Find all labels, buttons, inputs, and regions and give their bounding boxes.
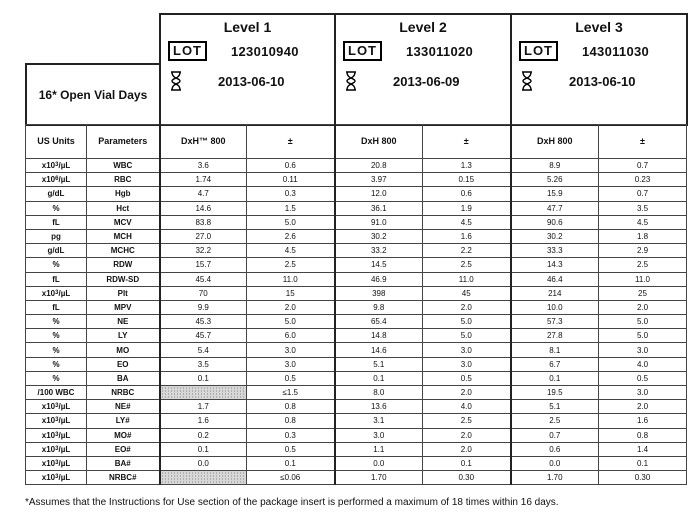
parameter-cell: BA#	[87, 456, 160, 470]
level-2-header	[335, 14, 511, 125]
tolerance-cell: 1.3	[423, 159, 511, 173]
tolerance-cell: 6.0	[247, 329, 335, 343]
value-cell: 5.26	[511, 173, 599, 187]
lot-number: 143011030	[582, 43, 650, 59]
table-row	[26, 471, 687, 485]
value-cell: 0.0	[511, 456, 599, 470]
tolerance-cell: 0.8	[599, 428, 687, 442]
value-cell: 65.4	[335, 315, 423, 329]
tolerance-cell: 4.0	[599, 357, 687, 371]
not-applicable-cell	[160, 471, 247, 485]
unit-cell: fL	[26, 272, 87, 286]
value-cell: 0.6	[511, 442, 599, 456]
table-row	[26, 300, 687, 314]
level-header	[25, 13, 688, 126]
tolerance-cell: 0.7	[599, 159, 687, 173]
value-cell: 32.2	[160, 244, 247, 258]
expiration-date: 2013-06-10	[569, 73, 636, 89]
tolerance-cell: 11.0	[423, 272, 511, 286]
tolerance-cell: 4.5	[599, 215, 687, 229]
value-cell: 13.6	[335, 400, 423, 414]
parameter-cell: NE#	[87, 400, 160, 414]
tolerance-cell: 0.5	[247, 442, 335, 456]
value-cell: 0.2	[160, 428, 247, 442]
tolerance-cell: 0.1	[599, 456, 687, 470]
value-cell: 0.1	[160, 371, 247, 385]
unit-cell: %	[26, 343, 87, 357]
tolerance-cell: 2.5	[423, 258, 511, 272]
tolerance-cell: 3.0	[423, 357, 511, 371]
tolerance-cell: 3.0	[423, 343, 511, 357]
level-title: Level 1	[223, 19, 272, 35]
table-row	[26, 343, 687, 357]
unit-cell: fL	[26, 215, 87, 229]
tolerance-cell: 2.0	[247, 300, 335, 314]
tolerance-cell: 2.5	[423, 414, 511, 428]
level-1-header	[160, 14, 335, 125]
value-cell: 46.9	[335, 272, 423, 286]
level-title: Level 2	[399, 19, 447, 35]
table-header-row	[26, 125, 687, 159]
open-vial-days-label: 16* Open Vial Days	[26, 64, 160, 125]
value-cell: 0.1	[335, 371, 423, 385]
table-row	[26, 159, 687, 173]
value-cell: 0.0	[335, 456, 423, 470]
unit-cell: pg	[26, 229, 87, 243]
value-cell: 9.9	[160, 300, 247, 314]
parameter-cell: LY	[87, 329, 160, 343]
tolerance-cell: 0.30	[423, 471, 511, 485]
value-cell: 10.0	[511, 300, 599, 314]
unit-cell: %	[26, 201, 87, 215]
table-row	[26, 414, 687, 428]
table-row	[26, 229, 687, 243]
value-cell: 1.70	[335, 471, 423, 485]
tolerance-cell: 0.7	[599, 187, 687, 201]
tolerance-cell: 0.5	[423, 371, 511, 385]
tolerance-cell: 1.8	[599, 229, 687, 243]
tolerance-cell: ≤0.06	[247, 471, 335, 485]
level-title: Level 3	[575, 19, 623, 35]
value-cell: 3.5	[160, 357, 247, 371]
tolerance-cell: 5.0	[423, 315, 511, 329]
table-row	[26, 371, 687, 385]
unit-cell: $x10^3/\mu L$	[26, 456, 87, 470]
column-header: ±	[247, 125, 335, 159]
value-cell: 4.7	[160, 187, 247, 201]
unit-cell: $x10^3/\mu L$	[26, 286, 87, 300]
value-cell: 46.4	[511, 272, 599, 286]
tolerance-cell: 11.0	[247, 272, 335, 286]
tolerance-cell: 3.0	[247, 357, 335, 371]
hourglass-icon	[345, 71, 357, 91]
value-cell: 8.0	[335, 386, 423, 400]
tolerance-cell: 2.2	[423, 244, 511, 258]
value-cell: 14.6	[335, 343, 423, 357]
lot-symbol: LOT	[168, 41, 207, 61]
value-cell: 0.1	[160, 442, 247, 456]
value-cell: 14.5	[335, 258, 423, 272]
lot-number: 133011020	[406, 43, 474, 59]
table-row	[26, 173, 687, 187]
unit-cell: $x10^3/\mu L$	[26, 159, 87, 173]
value-cell: 5.4	[160, 343, 247, 357]
unit-cell: g/dL	[26, 187, 87, 201]
parameter-cell: NE	[87, 315, 160, 329]
tolerance-cell: 2.0	[423, 442, 511, 456]
column-header: US Units	[26, 125, 87, 159]
tolerance-cell: 0.8	[247, 414, 335, 428]
value-cell: 5.1	[511, 400, 599, 414]
value-cell: 1.70	[511, 471, 599, 485]
table-row	[26, 357, 687, 371]
value-cell: 91.0	[335, 215, 423, 229]
tolerance-cell: 0.6	[247, 159, 335, 173]
tolerance-cell: 1.4	[599, 442, 687, 456]
value-cell: 6.7	[511, 357, 599, 371]
hourglass-icon	[170, 71, 182, 91]
not-applicable-cell	[160, 386, 247, 400]
tolerance-cell: 11.0	[599, 272, 687, 286]
table-row	[26, 329, 687, 343]
unit-cell: $x10^3/\mu L$	[26, 428, 87, 442]
parameter-cell: Hct	[87, 201, 160, 215]
value-cell: 33.3	[511, 244, 599, 258]
value-cell: 15.7	[160, 258, 247, 272]
unit-cell: $x10^6/\mu L$	[26, 173, 87, 187]
value-cell: 1.1	[335, 442, 423, 456]
tolerance-cell: 4.5	[247, 244, 335, 258]
value-cell: 33.2	[335, 244, 423, 258]
value-cell: 45.4	[160, 272, 247, 286]
table-row	[26, 187, 687, 201]
tolerance-cell: 2.0	[423, 300, 511, 314]
tolerance-cell: 2.0	[423, 428, 511, 442]
unit-cell: %	[26, 357, 87, 371]
value-cell: 14.6	[160, 201, 247, 215]
table-row	[26, 272, 687, 286]
unit-cell: $x10^3/\mu L$	[26, 442, 87, 456]
tolerance-cell: 0.3	[247, 428, 335, 442]
parameter-cell: RBC	[87, 173, 160, 187]
value-cell: 8.9	[511, 159, 599, 173]
value-cell: 3.97	[335, 173, 423, 187]
table-row	[26, 386, 687, 400]
value-cell: 1.6	[160, 414, 247, 428]
tolerance-cell: 4.5	[423, 215, 511, 229]
unit-cell: g/dL	[26, 244, 87, 258]
column-header: Parameters	[87, 125, 160, 159]
tolerance-cell: 5.0	[599, 315, 687, 329]
tolerance-cell: 2.0	[423, 386, 511, 400]
unit-cell: $x10^3/\mu L$	[26, 414, 87, 428]
tolerance-cell: 0.3	[247, 187, 335, 201]
unit-cell: /100 WBC	[26, 386, 87, 400]
tolerance-cell: 3.5	[599, 201, 687, 215]
table-row	[26, 215, 687, 229]
parameter-cell: RDW-SD	[87, 272, 160, 286]
tolerance-cell: 0.1	[247, 456, 335, 470]
column-header: ±	[599, 125, 687, 159]
lot-symbol: LOT	[519, 41, 558, 61]
table-row	[26, 286, 687, 300]
tolerance-cell: 0.30	[599, 471, 687, 485]
expiration-date: 2013-06-09	[393, 73, 460, 89]
hourglass-icon	[521, 71, 533, 91]
column-header: ±	[423, 125, 511, 159]
table-row	[26, 400, 687, 414]
tolerance-cell: 2.9	[599, 244, 687, 258]
value-cell: 20.8	[335, 159, 423, 173]
value-cell: 14.8	[335, 329, 423, 343]
tolerance-cell: 2.0	[599, 400, 687, 414]
column-header: DxH 800	[335, 125, 423, 159]
value-cell: 0.1	[511, 371, 599, 385]
tolerance-cell: 3.0	[247, 343, 335, 357]
value-cell: 8.1	[511, 343, 599, 357]
table-row	[26, 442, 687, 456]
value-cell: 12.0	[335, 187, 423, 201]
tolerance-cell: 0.15	[423, 173, 511, 187]
tolerance-cell: 4.0	[423, 400, 511, 414]
value-cell: 90.6	[511, 215, 599, 229]
tolerance-cell: 0.11	[247, 173, 335, 187]
value-cell: 2.5	[511, 414, 599, 428]
value-cell: 36.1	[335, 201, 423, 215]
tolerance-cell: ≤1.5	[247, 386, 335, 400]
tolerance-cell: 0.5	[247, 371, 335, 385]
table-row	[26, 456, 687, 470]
value-cell: 3.6	[160, 159, 247, 173]
tolerance-cell: 5.0	[423, 329, 511, 343]
tolerance-cell: 0.6	[423, 187, 511, 201]
header-blank-cell	[26, 14, 160, 64]
parameter-cell: BA	[87, 371, 160, 385]
value-cell: 30.2	[335, 229, 423, 243]
parameter-cell: LY#	[87, 414, 160, 428]
unit-cell: $x10^3/\mu L$	[26, 400, 87, 414]
tolerance-cell: 0.1	[423, 456, 511, 470]
column-header: DxH 800	[511, 125, 599, 159]
tolerance-cell: 2.6	[247, 229, 335, 243]
tolerance-cell: 1.5	[247, 201, 335, 215]
tolerance-cell: 15	[247, 286, 335, 300]
parameter-cell: MPV	[87, 300, 160, 314]
unit-cell: %	[26, 315, 87, 329]
value-cell: 30.2	[511, 229, 599, 243]
table-row	[26, 201, 687, 215]
tolerance-cell: 0.8	[247, 400, 335, 414]
table-row	[26, 428, 687, 442]
parameter-cell: EO#	[87, 442, 160, 456]
unit-cell: %	[26, 329, 87, 343]
tolerance-cell: 5.0	[599, 329, 687, 343]
tolerance-cell: 5.0	[247, 215, 335, 229]
tolerance-cell: 0.5	[599, 371, 687, 385]
value-cell: 70	[160, 286, 247, 300]
parameter-cell: MCHC	[87, 244, 160, 258]
parameter-cell: NRBC	[87, 386, 160, 400]
value-cell: 47.7	[511, 201, 599, 215]
parameter-cell: MO#	[87, 428, 160, 442]
value-cell: 14.3	[511, 258, 599, 272]
tolerance-cell: 3.0	[599, 386, 687, 400]
tolerance-cell: 5.0	[247, 315, 335, 329]
value-cell: 27.8	[511, 329, 599, 343]
value-cell: 9.8	[335, 300, 423, 314]
value-cell: 0.0	[160, 456, 247, 470]
value-cell: 398	[335, 286, 423, 300]
parameter-cell: WBC	[87, 159, 160, 173]
table-row	[26, 244, 687, 258]
tolerance-cell: 1.9	[423, 201, 511, 215]
lot-symbol: LOT	[343, 41, 382, 61]
unit-cell: %	[26, 258, 87, 272]
value-cell: 1.74	[160, 173, 247, 187]
tolerance-cell: 1.6	[423, 229, 511, 243]
parameter-cell: EO	[87, 357, 160, 371]
parameter-cell: Hgb	[87, 187, 160, 201]
value-cell: 83.8	[160, 215, 247, 229]
value-cell: 57.3	[511, 315, 599, 329]
tolerance-cell: 25	[599, 286, 687, 300]
value-cell: 27.0	[160, 229, 247, 243]
value-cell: 0.7	[511, 428, 599, 442]
parameter-cell: NRBC#	[87, 471, 160, 485]
expiration-date: 2013-06-10	[218, 73, 285, 89]
parameter-cell: RDW	[87, 258, 160, 272]
parameter-cell: Plt	[87, 286, 160, 300]
value-cell: 214	[511, 286, 599, 300]
unit-cell: $x10^3/\mu L$	[26, 471, 87, 485]
value-cell: 45.7	[160, 329, 247, 343]
tolerance-cell: 2.5	[599, 258, 687, 272]
tolerance-cell: 0.23	[599, 173, 687, 187]
tolerance-cell: 2.0	[599, 300, 687, 314]
column-header: DxH™ 800	[160, 125, 247, 159]
tolerance-cell: 45	[423, 286, 511, 300]
value-cell: 5.1	[335, 357, 423, 371]
level-3-header	[511, 14, 687, 125]
value-cell: 3.0	[335, 428, 423, 442]
lot-number: 123010940	[231, 43, 299, 59]
table-row	[26, 315, 687, 329]
tolerance-cell: 3.0	[599, 343, 687, 357]
unit-cell: %	[26, 371, 87, 385]
value-cell: 19.5	[511, 386, 599, 400]
unit-cell: fL	[26, 300, 87, 314]
parameter-cell: MO	[87, 343, 160, 357]
tolerance-cell: 1.6	[599, 414, 687, 428]
footnote: *Assumes that the Instructions for Use section of the package insert is performed a maximum of 18 times within 16 days.	[25, 497, 559, 508]
assay-values-table	[25, 124, 687, 485]
parameter-cell: MCV	[87, 215, 160, 229]
parameter-cell: MCH	[87, 229, 160, 243]
table-row	[26, 258, 687, 272]
value-cell: 45.3	[160, 315, 247, 329]
value-cell: 3.1	[335, 414, 423, 428]
tolerance-cell: 2.5	[247, 258, 335, 272]
value-cell: 1.7	[160, 400, 247, 414]
value-cell: 15.9	[511, 187, 599, 201]
